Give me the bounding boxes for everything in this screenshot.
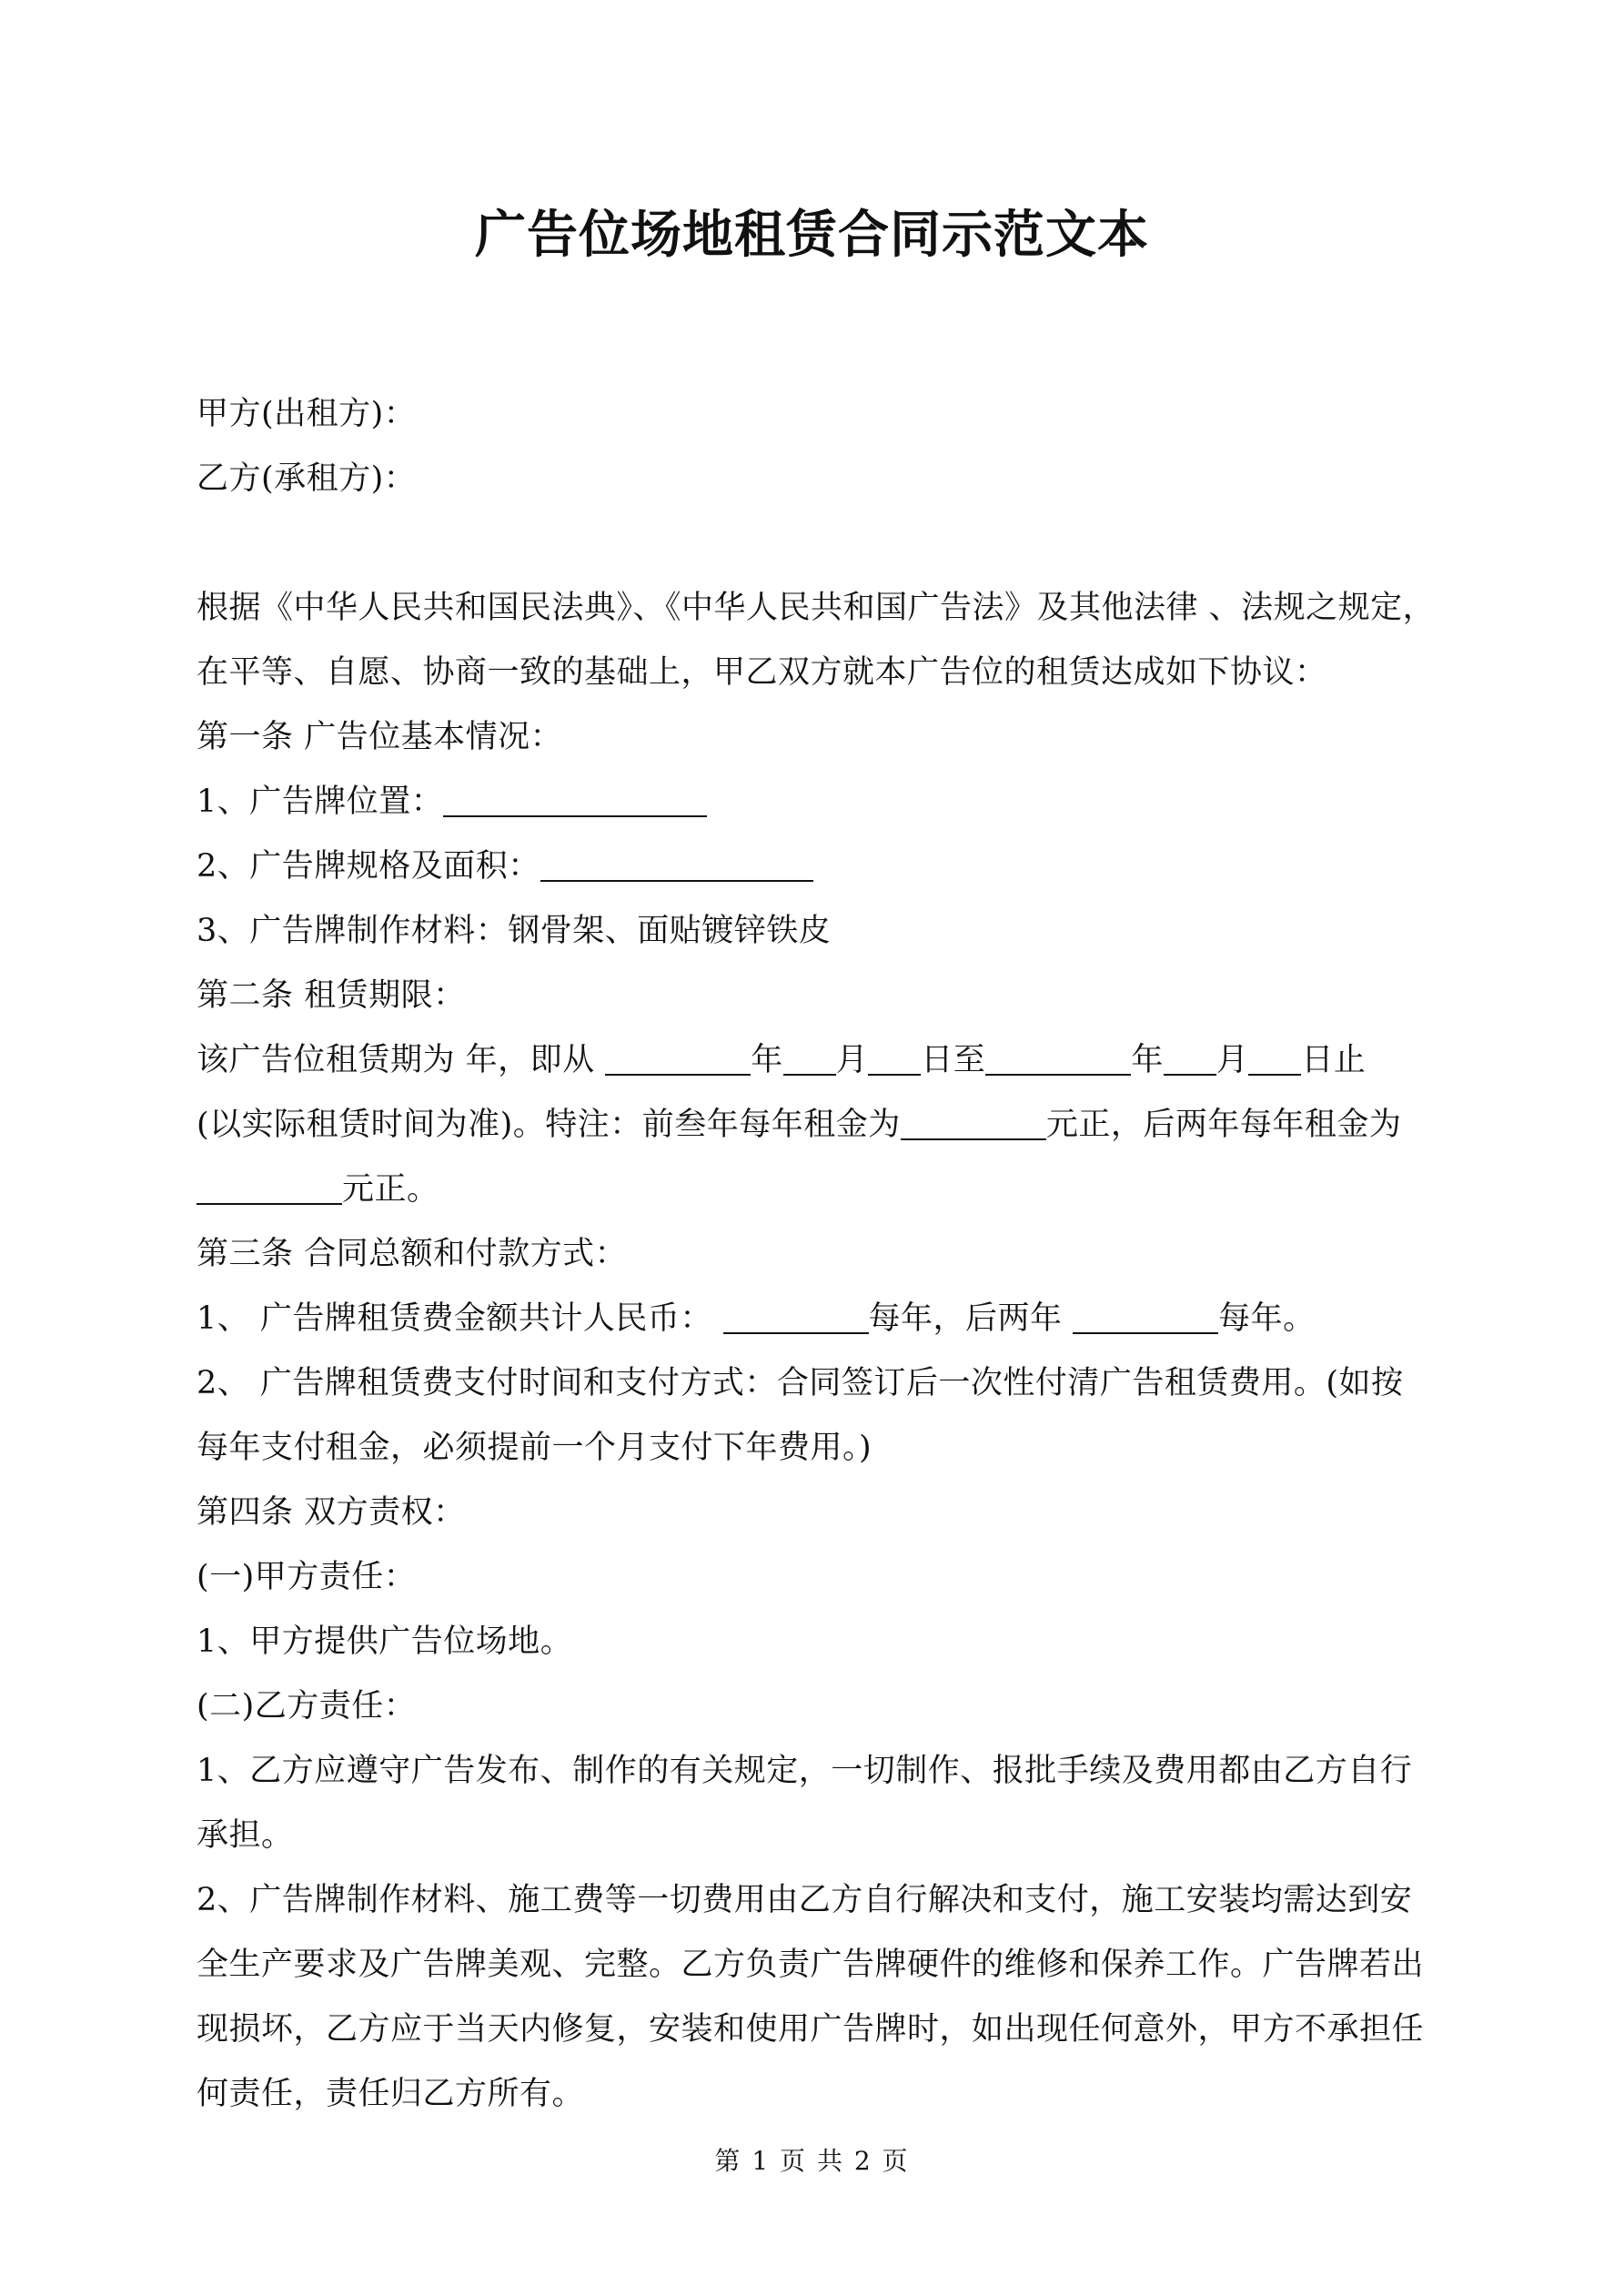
text-segment: (以实际租赁时间为准)。特注：前叁年每年租金为 <box>197 1107 901 1143</box>
party-a-line: 甲方(出租方)： <box>197 396 417 432</box>
intro-line-1: 根据《中华人民共和国民法典》、《中华人民共和国广告法》及其他法律 、法规之规定， <box>197 590 1436 626</box>
text-segment: 年 <box>1131 1042 1164 1078</box>
text-segment: 月 <box>835 1042 869 1078</box>
document-title: 广告位场地租赁合同示范文本 <box>475 205 1149 265</box>
blank-field <box>901 1102 1046 1140</box>
document-body <box>197 382 1452 2127</box>
party-b-duty-2-line-3: 现损坏，乙方应于当天内修复，安装和使用广告牌时，如出现任何意外，甲方不承担任 <box>197 2011 1425 2048</box>
article-1-item-2 <box>197 834 1452 899</box>
blank-field <box>783 1037 836 1076</box>
article-3-item-1 <box>197 1287 1452 1351</box>
blank-field <box>723 1296 869 1334</box>
page-footer: 第 1 页 共 2 页 <box>714 2146 910 2176</box>
blank-field <box>443 779 707 817</box>
party-b-duties-title: (二)乙方责任： <box>197 1688 417 1725</box>
blank-field <box>1073 1296 1218 1334</box>
article-2-title: 第二条 租赁期限： <box>197 977 466 1014</box>
item-label: 2、广告牌规格及面积： <box>197 848 540 885</box>
party-b-duty-2-line-2: 全生产要求及广告牌美观、完整。乙方负责广告牌硬件的维修和保养工作。广告牌若出 <box>197 1947 1425 1983</box>
article-3-title: 第三条 合同总额和付款方式： <box>197 1236 628 1272</box>
blank-field <box>605 1037 751 1076</box>
article-1-title: 第一条 广告位基本情况： <box>197 719 563 755</box>
text-segment: 日止 <box>1301 1042 1367 1078</box>
text-segment: 每年，后两年 <box>868 1300 1074 1337</box>
party-a-duty-1: 1、甲方提供广告位场地。 <box>197 1623 573 1660</box>
article-3-item-2-line-1: 2、 广告牌租赁费支付时间和支付方式：合同签订后一次性付清广告租赁费用。(如按 <box>197 1365 1404 1401</box>
article-2-line-1 <box>197 1028 1452 1093</box>
article-3-item-2-line-2: 每年支付租金，必须提前一个月支付下年费用。) <box>197 1430 873 1466</box>
party-b-duty-1-line-1: 1、乙方应遵守广告发布、制作的有关规定，一切制作、报批手续及费用都由乙方自行 <box>197 1753 1413 1789</box>
article-1-item-1 <box>197 770 1452 834</box>
text-segment: 元正，后两年每年租金为 <box>1045 1107 1402 1143</box>
text-segment: 每年。 <box>1218 1300 1316 1337</box>
blank-field <box>868 1037 921 1076</box>
text-segment: 元正。 <box>342 1171 439 1208</box>
text-segment: 日至 <box>921 1042 986 1078</box>
blank-field <box>197 1167 342 1205</box>
article-1-item-3: 3、广告牌制作材料：钢骨架、面贴镀锌铁皮 <box>197 913 832 949</box>
spacer <box>197 511 1452 576</box>
blank-field <box>985 1037 1131 1076</box>
party-b-duty-1-line-2: 承担。 <box>197 1817 294 1854</box>
blank-field <box>1248 1037 1301 1076</box>
party-a-duties-title: (一)甲方责任： <box>197 1559 417 1595</box>
party-b-line: 乙方(承租方)： <box>197 460 417 497</box>
text-segment: 该广告位租赁期为 年，即从 <box>197 1042 606 1078</box>
intro-line-2: 在平等、自愿、协商一致的基础上，甲乙双方就本广告位的租赁达成如下协议： <box>197 654 1327 691</box>
article-4-title: 第四条 双方责权： <box>197 1494 466 1531</box>
party-b-duty-2-line-1: 2、广告牌制作材料、施工费等一切费用由乙方自行解决和支付，施工安装均需达到安 <box>197 1882 1413 1918</box>
blank-field <box>540 844 813 882</box>
article-2-line-3 <box>197 1158 1452 1222</box>
blank-field <box>1164 1037 1216 1076</box>
article-2-line-2 <box>197 1093 1452 1158</box>
text-segment: 月 <box>1215 1042 1249 1078</box>
item-label: 1、广告牌位置： <box>197 784 444 820</box>
text-segment: 1、 广告牌租赁费金额共计人民币： <box>197 1300 723 1337</box>
party-b-duty-2-line-4: 何责任，责任归乙方所有。 <box>197 2076 585 2112</box>
text-segment: 年 <box>751 1042 783 1078</box>
